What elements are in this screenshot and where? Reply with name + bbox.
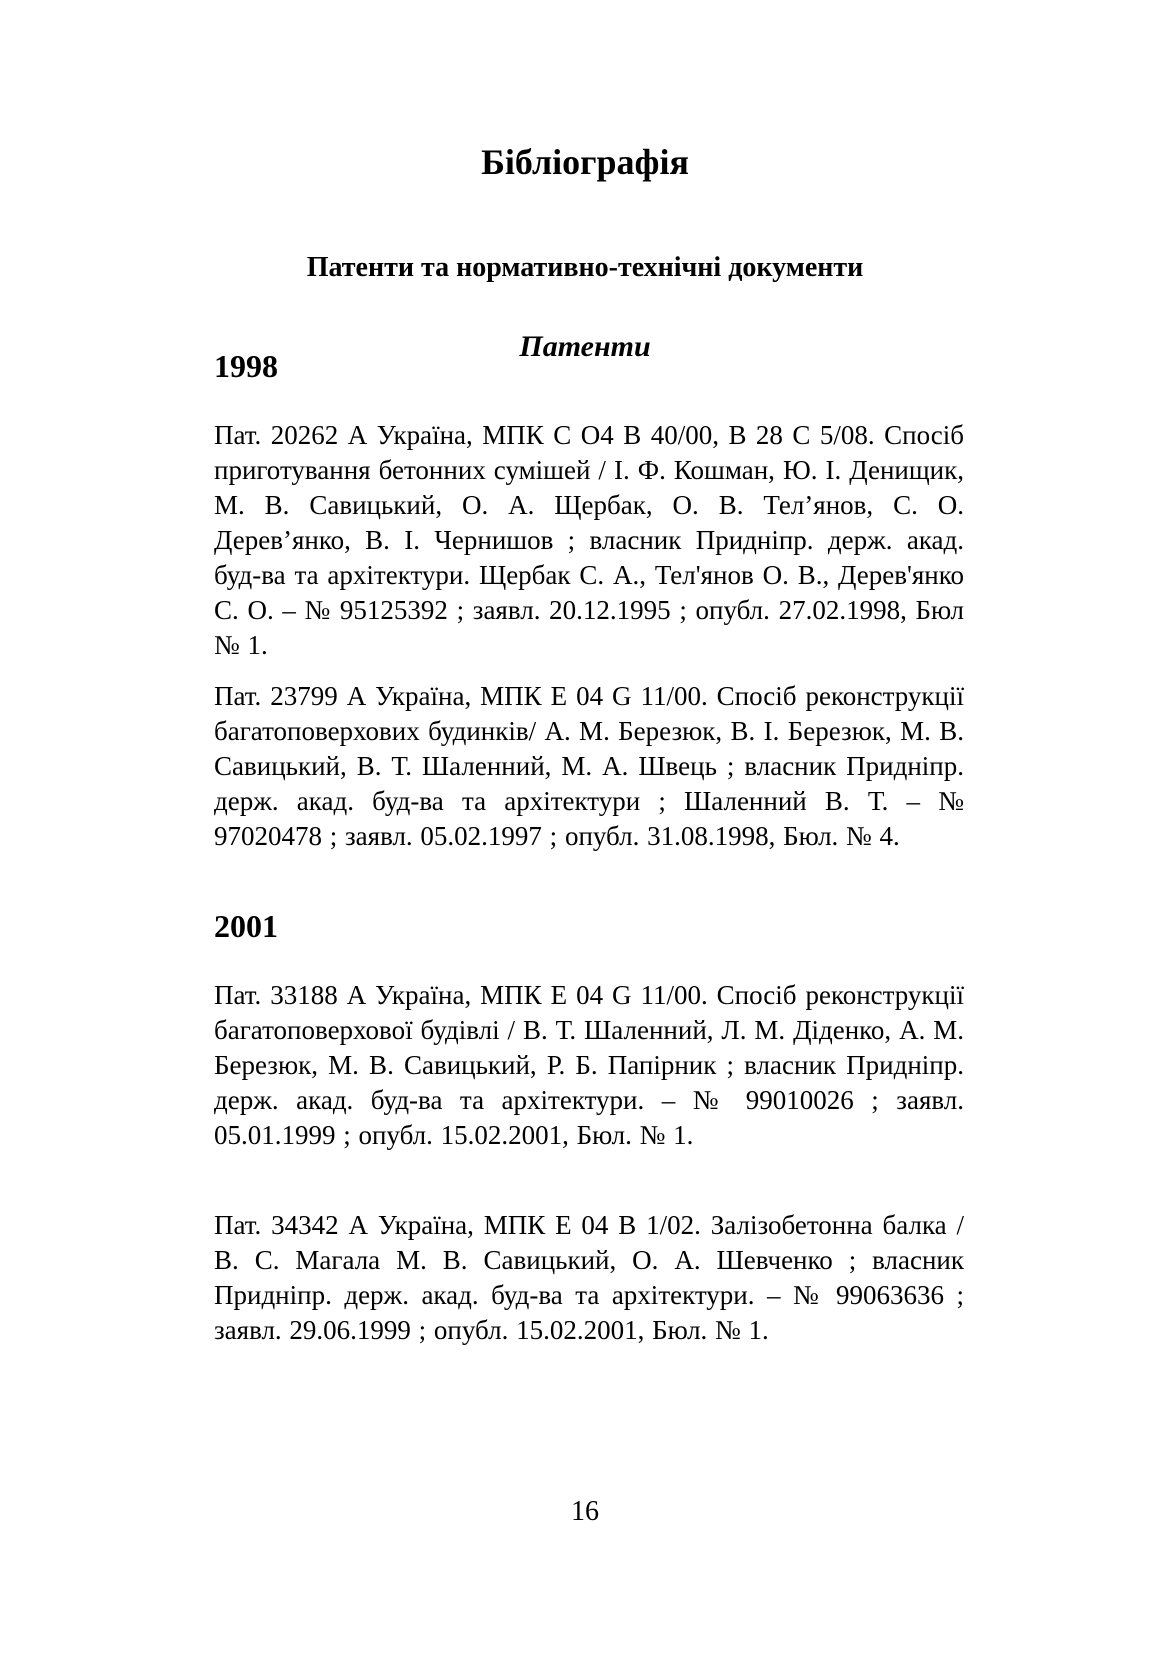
bibliography-entry: Пат. 34342 А Україна, МПК Е 04 В 1/02. Залізобетонна балка / В. С. Магала М. В. Савицький, О. А. Шевченко ; власник Придніпр. держ. акад. буд-ва та архітектури. – № 99063636 ; заявл. 29.06.1999 ; опубл. 15.02.2001, Бюл. № 1. [214, 1210, 964, 1345]
subsection-heading: Патенти [519, 330, 651, 363]
bibliography-entry: Пат. 33188 А Україна, МПК Е 04 G 11/00. Спосіб реконструкції багатоповерхової будівлі / В. Т. Шаленний, Л. М. Діденко, А. М. Березюк, М. В. Савицький, Р. Б. Папірник ; власник Придніпр. держ. акад. буд-ва та архітектури. – № 99010026 ; заявл. 05.01.1999 ; опубл. 15.02.2001, Бюл. № 1. [214, 980, 964, 1150]
bibliography-entry: Пат. 20262 А Україна, МПК С О4 В 40/00, В 28 С 5/08. Спосіб приготування бетонних сумішей / І. Ф. Кошман, Ю. І. Денищик, М. В. Савицький, О. А. Щербак, О. В. Тел’янов, С. О. Дерев’янко, В. І. Чернишов ; власник Придніпр. держ. акад. буд-ва та архітектури. Щербак С. А., Тел'янов О. В., Дерев'янко С. О. – № 95125392 ; заявл. 20.12.1995 ; опубл. 27.02.1998, Бюл № 1. [214, 420, 964, 660]
bibliography-entry: Пат. 23799 А Україна, МПК Е 04 G 11/00. Спосіб реконструкції багатоповерхових будинків/ А. М. Березюк, В. І. Березюк, М. В. Савицький, В. Т. Шаленний, М. А. Швець ; власник Придніпр. держ. акад. буд-ва та архітектури ; Шаленний В. Т. – № 97020478 ; заявл. 05.02.1997 ; опубл. 31.08.1998, Бюл. № 4. [214, 681, 964, 851]
page-title: Бібліографія [481, 142, 689, 182]
year-heading: 1998 [214, 348, 278, 384]
year-heading: 2001 [214, 908, 278, 944]
page-number: 16 [571, 1496, 599, 1527]
section-heading: Патенти та нормативно-технічні документи [306, 252, 864, 283]
